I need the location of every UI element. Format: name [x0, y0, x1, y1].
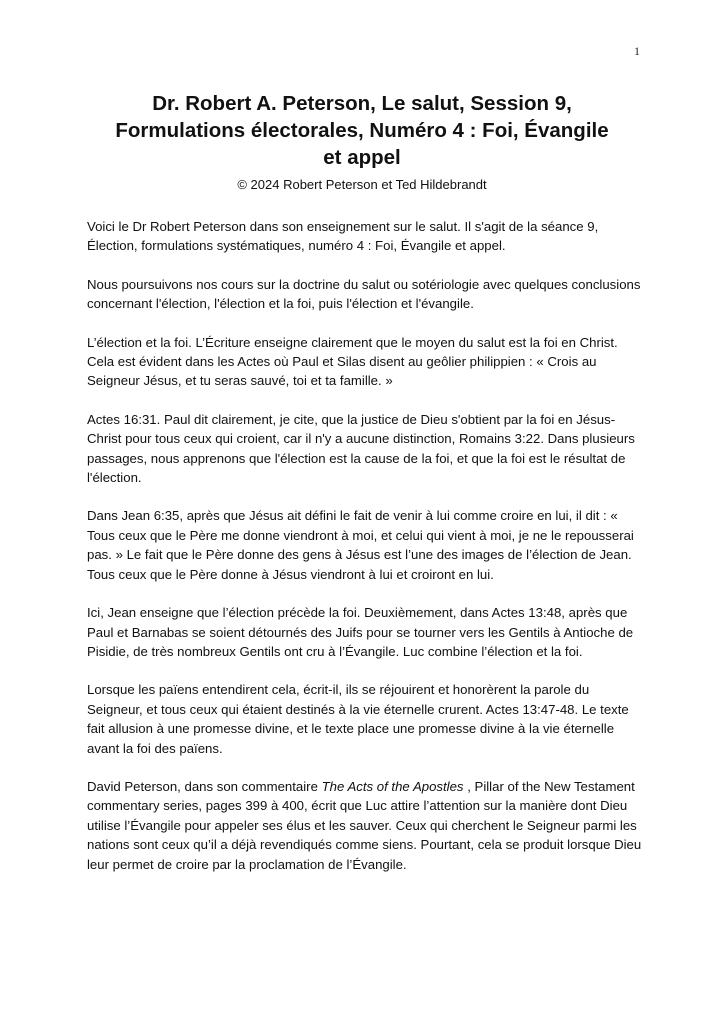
paragraph-2: Nous poursuivons nos cours sur la doctrine du salut ou sotériologie avec quelques conclusions concernant l'élection, l'élection et la foi, puis l'élection et l'évangile. — [87, 276, 641, 312]
title-line-2: Formulations électorales, Numéro 4 : Foi, Évangile — [115, 119, 609, 142]
paragraph-5: Dans Jean 6:35, après que Jésus ait défini le fait de venir à lui comme croire en lui, il dit : « Tous ceux que le Père me donne viendront à moi, et celui qui vient à moi, je ne le repousserai pas. » Le fait que le Père donne des gens à Jésus est l’une des images de l’élection de Jean. Tous ceux que le Père donne à Jésus viendront à lui et croiront en lui. — [87, 508, 634, 582]
paragraph-8-text-end: , Pillar of the New Testament commentary series, pages 399 à 400, écrit que Luc attire l’attention sur la manière dont Dieu utilise l’Évangile pour appeler ses élus et les sauver. Ceux qui cherchent le Seigneur parmi les nations sont ceux qu’il a déjà revendiqués comme siens. Pourtant, cela se produit lorsque Dieu leur permet de croire par la proclamation de l’Évangile. — [87, 778, 642, 872]
paragraph-8-text-start: David Peterson, dans son commentaire — [87, 778, 322, 794]
copyright-notice: © 2024 Robert Peterson et Ted Hildebrandt — [237, 177, 487, 192]
document-body — [87, 217, 643, 893]
title-line-1: Dr. Robert A. Peterson, Le salut, Session 9, — [152, 92, 572, 115]
paragraph-8 — [87, 777, 643, 874]
document-title — [84, 90, 640, 171]
book-title: The Acts of the Apostles — [321, 778, 464, 794]
paragraph-6: Ici, Jean enseigne que l’élection précède la foi. Deuxièmement, dans Actes 13:48, après que Paul et Barnabas se soient détournés des Juifs pour se tourner vers les Gentils à Antioche de Pisidie, de très nombreux Gentils ont cru à l’Évangile. Luc combine l’élection et la foi. — [87, 605, 634, 659]
paragraph-3: L’élection et la foi. L’Écriture enseigne clairement que le moyen du salut est la foi en Christ. Cela est évident dans les Actes où Paul et Silas disent au geôlier philippien : « Crois au Seigneur Jésus, et tu seras sauvé, toi et ta famille. » — [87, 334, 618, 389]
title-line-3: et appel — [323, 146, 401, 169]
paragraph-intro: Voici le Dr Robert Peterson dans son enseignement sur le salut. Il s'agit de la séance 9, Élection, formulations systématiques, numéro 4 : Foi, Évangile et appel. — [87, 219, 599, 254]
paragraph-7: Lorsque les païens entendirent cela, écrit-il, ils se réjouirent et honorèrent la parole du Seigneur, et tous ceux qui étaient destinés à la vie éternelle crurent. Actes 13:47-48. Le texte fait allusion à une promesse divine, et le texte place une promesse divine à la vie éternelle avant la foi des païens. — [87, 682, 629, 756]
page-number: 1 — [634, 44, 640, 58]
paragraph-4: Actes 16:31. Paul dit clairement, je cite, que la justice de Dieu s'obtient par la foi en Jésus-Christ pour tous ceux qui croient, car il n'y a aucune distinction, Romains 3:22. Dans plusieurs passages, nous apprenons que l'élection est la cause de la foi, et que la foi est le résultat de l'élection. — [87, 411, 635, 486]
